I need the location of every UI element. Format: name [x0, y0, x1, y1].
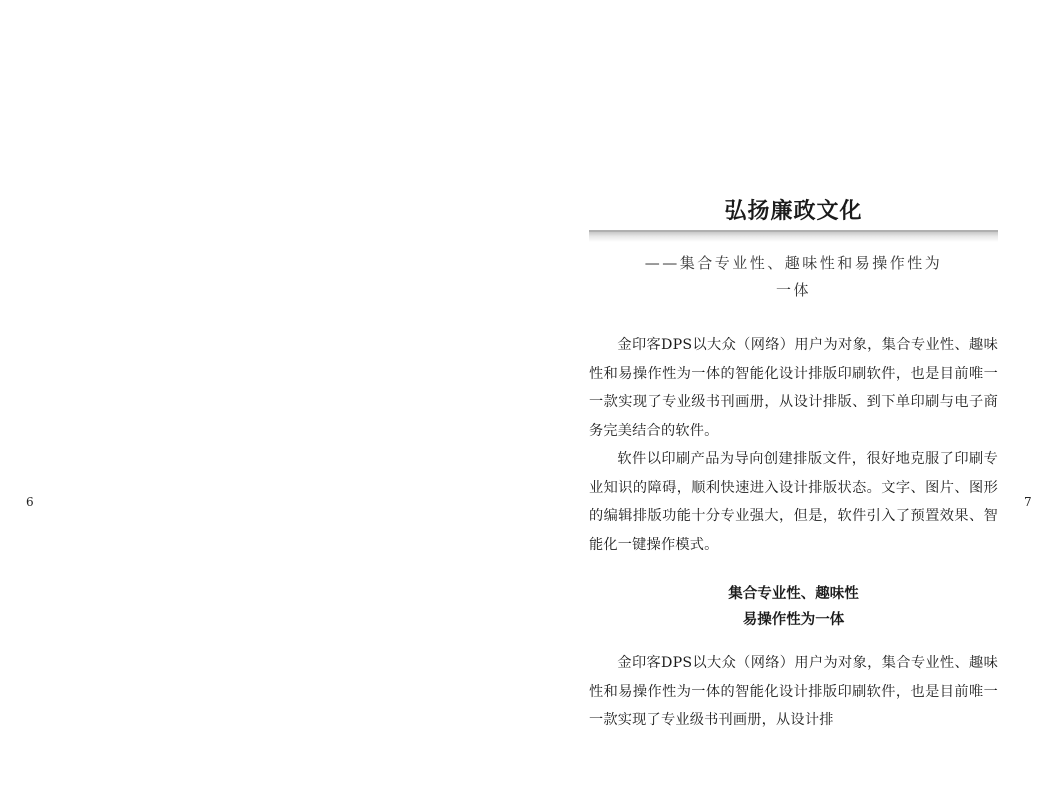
body-paragraph-3: 金印客DPS以大众（网络）用户为对象，集合专业性、趣味性和易操作性为一体的智能化设计排版印刷软件，也是目前唯一一款实现了专业级书刊画册，从设计排 [589, 655, 998, 728]
right-page [589, 196, 998, 735]
section-heading-line1: 集合专业性、趣味性 [728, 586, 859, 602]
body-text-block-2 [589, 649, 998, 735]
article-subtitle-line1: ——集合专业性、趣味性和易操作性为 [644, 254, 943, 272]
page-number-right: 7 [1024, 495, 1032, 509]
body-text-block [589, 331, 998, 559]
body-paragraph-2: 软件以印刷产品为导向创建排版文件，很好地克服了印刷专业知识的障碍，顺利快速进入设计排版状态。文字、图片、图形的编辑排版功能十分专业强大，但是，软件引入了预置效果、智能化一键操作模式。 [589, 451, 998, 553]
section-heading-line2: 易操作性为一体 [742, 612, 845, 628]
body-paragraph-1: 金印客DPS以大众（网络）用户为对象，集合专业性、趣味性和易操作性为一体的智能化设计排版印刷软件，也是目前唯一一款实现了专业级书刊画册，从设计排版、到下单印刷与电子商务完美结合的软件。 [589, 337, 998, 439]
title-underline-bar [589, 230, 998, 242]
page-number-left: 6 [26, 495, 34, 509]
article-title: 弘扬廉政文化 [724, 199, 863, 224]
article-subtitle-line2: 一体 [775, 281, 811, 299]
section-heading-block [589, 581, 998, 633]
